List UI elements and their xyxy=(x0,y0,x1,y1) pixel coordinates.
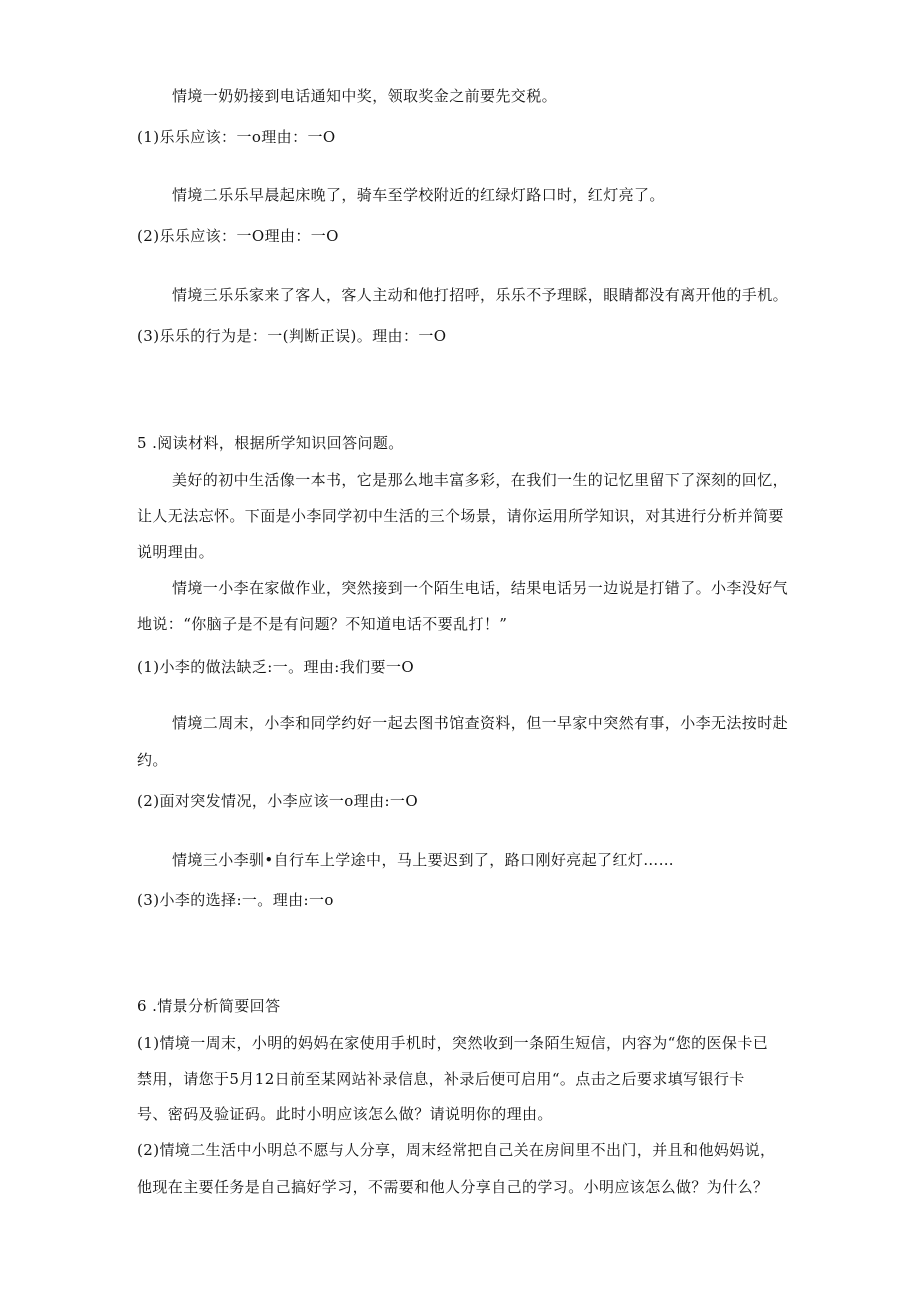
q5-question-3: (3)小李的选择:一。理由:一o xyxy=(137,891,334,909)
q5-scenario-2-line-2: 约。 xyxy=(137,751,168,769)
q5-scenario-1-line-1: 情境一小李在家做作业，突然接到一个陌生电话，结果电话另一边说是打错了。小李没好气 xyxy=(172,579,789,597)
q6-part-1-line-3: 号、密码及验证码。此时小明应该怎么做？请说明你的理由。 xyxy=(137,1105,553,1123)
q6-part-2-line-1: (2)情境二生活中小明总不愿与人分享，周末经常把自己关在房间里不出门，并且和他妈妈说， xyxy=(137,1141,776,1159)
q6-part-2-line-2: 他现在主要任务是自己搞好学习，不需要和他人分享自己的学习。小明应该怎么做？为什么？ xyxy=(137,1178,769,1196)
q5-intro-line-3: 说明理由。 xyxy=(137,543,215,561)
q5-scenario-2-line-1: 情境二周末，小李和同学约好一起去图书馆查资料，但一早家中突然有事，小李无法按时赴 xyxy=(172,714,789,732)
q6-part-1-line-1: (1)情境一周末，小明的妈妈在家使用手机时，突然收到一条陌生短信，内容为“您的医保卡已 xyxy=(137,1034,769,1052)
question-2-prompt: (2)乐乐应该：一O理由：一O xyxy=(137,227,339,245)
q5-intro-line-2: 让人无法忘怀。下面是小李同学初中生活的三个场景，请你运用所学知识，对其进行分析并简要 xyxy=(137,507,784,525)
scenario-1-text: 情境一奶奶接到电话通知中奖，领取奖金之前要先交税。 xyxy=(172,87,558,105)
scenario-2-text: 情境二乐乐早晨起床晚了，骑车至学校附近的红绿灯路口时，红灯亮了。 xyxy=(172,186,665,204)
q5-question-1: (1)小李的做法缺乏:一。理由:我们要一O xyxy=(137,658,415,676)
question-5-title: 5 .阅读材料，根据所学知识回答问题。 xyxy=(137,434,404,452)
q5-scenario-3: 情境三小李驯•自行车上学途中，马上要迟到了，路口刚好亮起了红灯…… xyxy=(172,851,675,869)
q6-part-1-line-2: 禁用，请您于5月12日前至某网站补录信息，补录后便可启用“。点击之后要求填写银行卡 xyxy=(137,1070,745,1088)
q5-scenario-1-line-2: 地说：“你脑子是不是有问题？不知道电话不要乱打！” xyxy=(137,615,508,633)
question-6-title: 6 .情景分析简要回答 xyxy=(137,997,281,1015)
q5-intro-line-1: 美好的初中生活像一本书，它是那么地丰富多彩，在我们一生的记忆里留下了深刻的回忆， xyxy=(172,471,789,489)
question-1-prompt: (1)乐乐应该：一o理由：一O xyxy=(137,128,336,146)
question-3-prompt: (3)乐乐的行为是：一(判断正误)。理由：一O xyxy=(137,327,447,345)
scenario-3-text: 情境三乐乐家来了客人，客人主动和他打招呼，乐乐不予理睬，眼睛都没有离开他的手机。 xyxy=(172,286,789,304)
q5-question-2: (2)面对突发情况，小李应该一o理由:一O xyxy=(137,792,419,810)
